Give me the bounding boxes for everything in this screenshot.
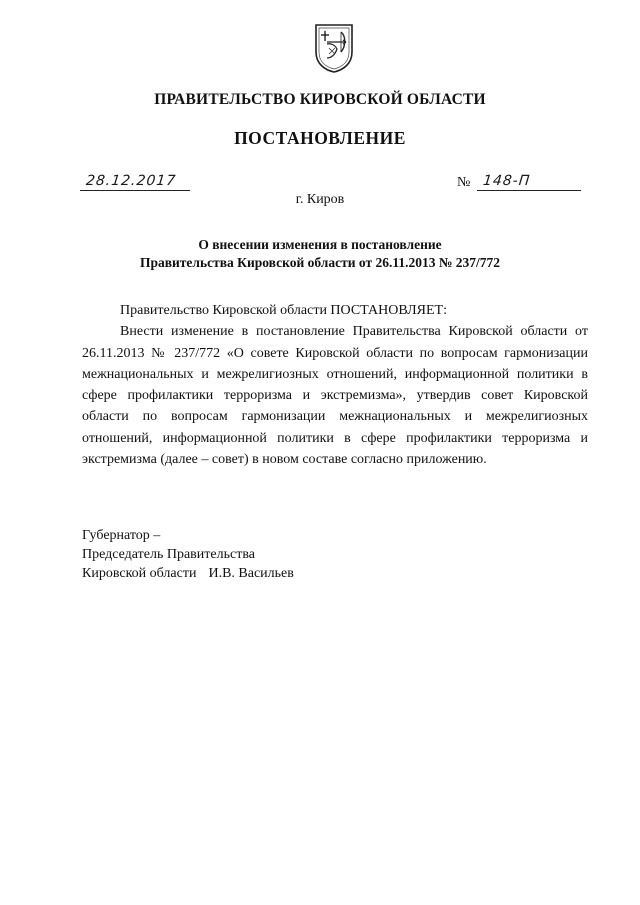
body-paragraph-2: Внести изменение в постановление Правительства Кировской области от 26.11.2013 № 237/772 «О совете Кировской области по вопросам гармонизации межнациональных и межрелигиозных отношений, информационной политики в сфере профилактики терроризма и экстремизма», утвердив совет Кировской области по вопросам гармонизации межнациональных и межрелигиозных отношений, информационной политики в сфере профилактики терроризма и экстремизма (далее – совет) в новом составе согласно приложению. [82, 324, 588, 468]
signature-title-line-2: Председатель Правительства [82, 547, 255, 562]
handwritten-date: 28.12.2017 [85, 173, 178, 189]
subject-line-2: Правительства Кировской области от 26.11.2013 № 237/772 [139, 255, 501, 270]
government-title: ПРАВИТЕЛЬСТВО КИРОВСКОЙ ОБЛАСТИ [154, 91, 486, 108]
kirov-coat-of-arms-icon [313, 22, 355, 74]
document-type-title: ПОСТАНОВЛЕНИЕ [234, 128, 406, 148]
number-label: № [457, 175, 471, 190]
city-name: г. Киров [295, 192, 345, 207]
handwritten-number: 148-П [482, 173, 532, 189]
document-subject [0, 236, 640, 272]
signature-title-line-1: Губернатор – [82, 528, 161, 543]
body-paragraph-1: Правительство Кировской области ПОСТАНОВЛЯЕТ: [120, 303, 447, 318]
document-body [82, 300, 588, 470]
subject-line-1: О внесении изменения в постановление [198, 237, 442, 252]
date-field [80, 174, 190, 191]
signature-block [82, 526, 294, 583]
signature-region: Кировской области [82, 566, 197, 581]
signature-title-line-3 [82, 564, 294, 583]
number-field [477, 174, 581, 191]
signatory-name: И.В. Васильев [208, 566, 294, 581]
